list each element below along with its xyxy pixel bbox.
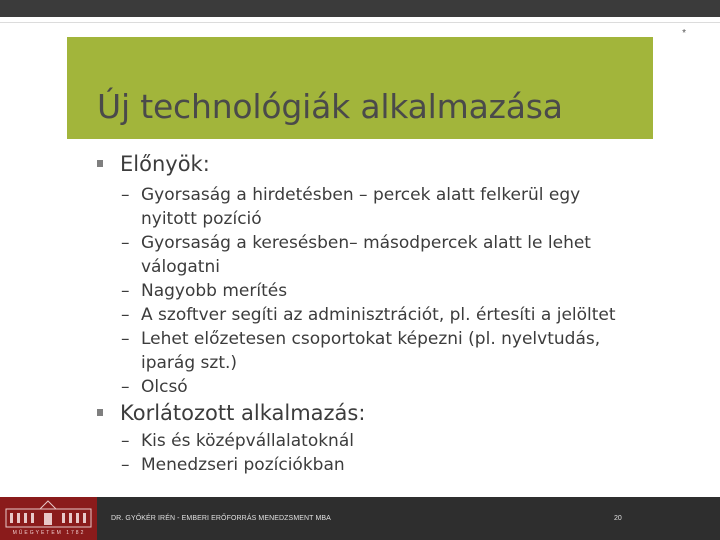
dash-marker: – [121, 281, 130, 301]
list-item-line: Lehet előzetesen csoportokat képezni (pl. nyelvtudás, [141, 329, 601, 349]
top-bar [0, 0, 720, 17]
list-item-line: Kis és középvállalatoknál [141, 431, 354, 451]
logo-caption: MŰEGYETEM 1782 [12, 530, 86, 536]
bullet-label: Előnyök: [120, 152, 210, 176]
list-item [121, 453, 641, 477]
dash-marker: – [121, 233, 130, 253]
list-item-line: A szoftver segíti az adminisztrációt, pl. értesíti a jelöltet [141, 305, 616, 325]
list-item-line: Olcsó [141, 377, 188, 397]
footer-text: DR. GYŐKÉR IRÉN - EMBERI ERŐFORRÁS MENEDZSMENT MBA [111, 515, 331, 522]
dash-marker: – [121, 185, 130, 205]
top-bar-divider [0, 17, 720, 23]
bullet-marker [97, 409, 103, 416]
bullet-marker [97, 160, 103, 167]
bullet-limited-use [97, 401, 365, 425]
dash-marker: – [121, 455, 130, 475]
dash-marker: – [121, 431, 130, 451]
building-icon [0, 497, 97, 531]
list-item [121, 375, 641, 399]
list-item-line: Nagyobb merítés [141, 281, 288, 301]
list-item-line: Gyorsaság a keresésben– másodpercek alatt le lehet [141, 233, 591, 253]
bullet-advantages [97, 152, 210, 176]
list-item-line: iparág szt.) [141, 353, 238, 373]
list-item [121, 231, 641, 279]
advantages-list [121, 183, 641, 399]
list-item [121, 303, 641, 327]
dash-marker: – [121, 329, 130, 349]
page-number: 20 [614, 515, 622, 522]
dash-marker: – [121, 377, 130, 397]
list-item [121, 279, 641, 303]
slide-title: Új technológiák alkalmazása [97, 87, 563, 126]
corner-mark: * [682, 28, 686, 39]
dash-marker: – [121, 305, 130, 325]
list-item [121, 183, 641, 231]
list-item [121, 429, 641, 453]
list-item-line: válogatni [141, 257, 220, 277]
list-item-line: nyitott pozíció [141, 209, 262, 229]
list-item [121, 327, 641, 375]
bullet-label: Korlátozott alkalmazás: [120, 401, 366, 425]
limited-use-list [121, 429, 641, 477]
list-item-line: Gyorsaság a hirdetésben – percek alatt felkerül egy [141, 185, 581, 205]
list-item-line: Menedzseri pozíciókban [141, 455, 345, 475]
university-logo [0, 497, 97, 540]
